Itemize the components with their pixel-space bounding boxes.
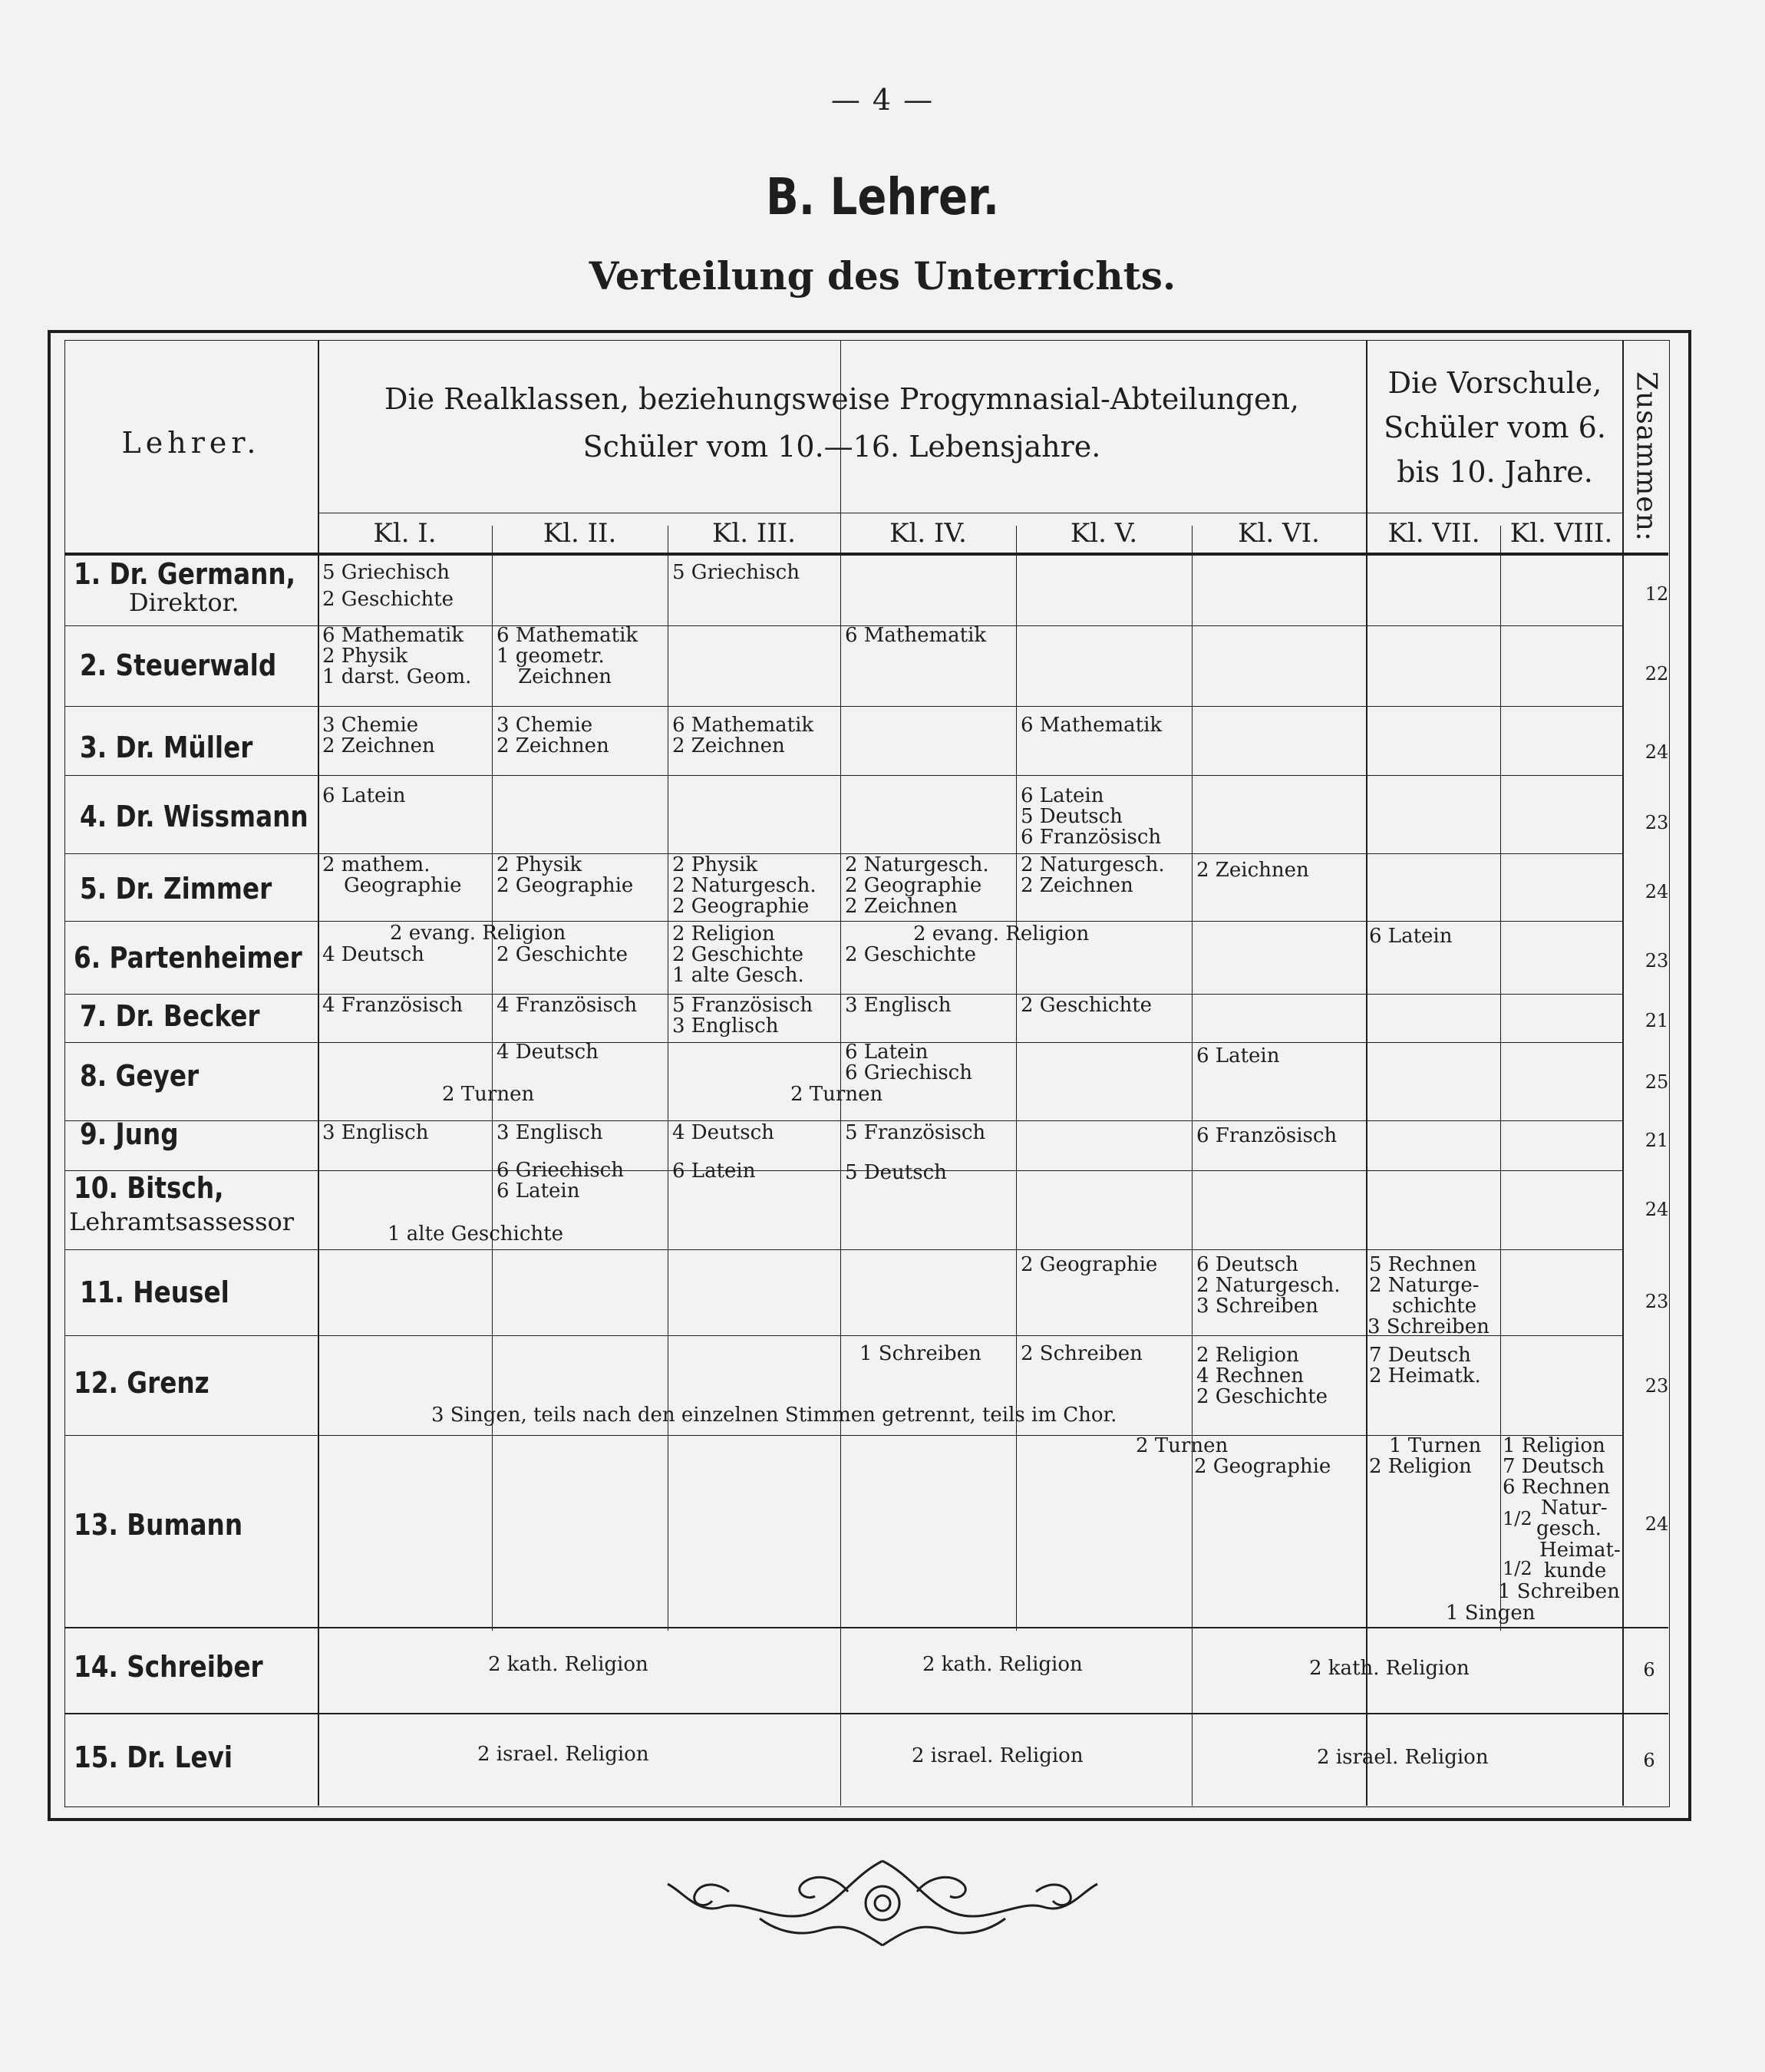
row-total: 25: [1645, 1071, 1669, 1093]
lesson-entry-spanning: 2 Turnen: [1136, 1434, 1229, 1457]
lesson-entry: 6 Mathematik: [845, 624, 987, 647]
teacher-name: 10. Bitsch,: [74, 1171, 224, 1205]
row-total: 21: [1645, 1010, 1669, 1031]
row-total: 22: [1645, 663, 1669, 685]
lesson-entry: 6 Latein: [1369, 925, 1453, 948]
col-divider: [840, 340, 841, 1806]
teacher-name: 7. Dr. Becker: [80, 999, 260, 1033]
row-divider: [64, 1170, 1622, 1171]
lesson-entry: 6 Latein: [845, 1041, 929, 1064]
lesson-entry: 5 Französisch: [672, 994, 813, 1017]
lesson-entry-spanning: 2 kath. Religion: [1309, 1657, 1470, 1680]
lesson-entry: 2 Physik: [322, 645, 408, 668]
lesson-entry: 1 Schreiben: [1498, 1580, 1620, 1603]
row-total: 24: [1645, 741, 1669, 763]
lesson-entry: 2 Geographie: [672, 895, 810, 918]
lesson-entry: 3 Chemie: [322, 714, 419, 737]
lesson-entry: 2 Religion: [1369, 1455, 1472, 1478]
row-total: 21: [1645, 1130, 1669, 1151]
lesson-entry: 1 alte Gesch.: [672, 964, 804, 987]
col-header-kl-7: Kl. VII.: [1387, 518, 1480, 549]
lesson-entry-spanning: 2 evang. Religion: [390, 922, 566, 945]
lesson-entry: 2 Heimatk.: [1369, 1364, 1481, 1387]
teacher-name: 15. Dr. Levi: [74, 1740, 233, 1774]
lesson-entry: 4 Französisch: [322, 994, 464, 1017]
col-divider: [492, 526, 493, 1631]
row-total: 23: [1645, 1375, 1669, 1397]
lesson-entry: 4 Deutsch: [497, 1041, 599, 1064]
teacher-name: 1. Dr. Germann,: [74, 557, 296, 591]
teacher-name: 9. Jung: [80, 1117, 179, 1151]
row-total: 6: [1643, 1750, 1655, 1771]
lesson-entry: 2 Geographie: [497, 874, 634, 897]
lesson-entry-spanning: 2 israel. Religion: [477, 1743, 649, 1766]
teacher-name: 8. Geyer: [80, 1059, 200, 1093]
lesson-entry: 6 Latein: [672, 1160, 756, 1183]
lesson-entry: 1 Turnen: [1389, 1434, 1482, 1457]
lesson-entry: 2 Geschichte: [845, 943, 977, 966]
row-total: 24: [1645, 1199, 1669, 1220]
teacher-name: 5. Dr. Zimmer: [80, 872, 272, 906]
fraction-half: 1/2: [1503, 1558, 1532, 1579]
lesson-entry: 1 Schreiben: [859, 1342, 981, 1365]
col-header-kl-4: Kl. IV.: [889, 518, 967, 549]
lesson-entry: 2 Zeichnen: [322, 734, 435, 757]
row-divider: [64, 853, 1622, 854]
lesson-entry: 3 Englisch: [845, 994, 952, 1017]
lesson-entry: 2 Geschichte: [672, 943, 804, 966]
col-header-kl-3: Kl. III.: [712, 518, 796, 549]
lesson-entry-spanning: 2 kath. Religion: [922, 1653, 1083, 1676]
fraction-half: 1/2: [1503, 1508, 1532, 1529]
col-divider: [318, 340, 319, 1806]
col-divider: [1500, 526, 1501, 1631]
lesson-entry: 6 Mathematik: [497, 624, 638, 647]
lesson-entry: 5 Deutsch: [845, 1161, 947, 1184]
section-title: B. Lehrer.: [765, 167, 1000, 226]
teacher-name: 3. Dr. Müller: [80, 731, 253, 764]
lesson-entry: 6 Deutsch: [1196, 1253, 1298, 1276]
lesson-entry-spanning: 3 Singen, teils nach den einzelnen Stimmen getrennt, teils im Chor.: [431, 1404, 1117, 1427]
lesson-entry: 4 Rechnen: [1196, 1364, 1304, 1387]
lesson-entry: 6 Mathematik: [1021, 714, 1163, 737]
lesson-entry: 4 Französisch: [497, 994, 638, 1017]
lesson-entry: 6 Französisch: [1196, 1124, 1338, 1147]
lesson-entry: 1 darst. Geom.: [322, 665, 472, 688]
lesson-entry: 6 Latein: [497, 1180, 580, 1203]
col-divider: [1622, 340, 1624, 1806]
col-header-kl-5: Kl. V.: [1070, 518, 1138, 549]
lesson-entry: 1 geometr.: [497, 645, 605, 668]
lesson-entry: 6 Mathematik: [322, 624, 464, 647]
teacher-name: 6. Partenheimer: [74, 941, 302, 975]
lesson-entry: 6 Mathematik: [672, 714, 814, 737]
lesson-entry: 2 Geographie: [1194, 1455, 1331, 1478]
col-divider: [1192, 526, 1193, 1806]
lesson-entry: 2 Geschichte: [497, 943, 628, 966]
teacher-name: 11. Heusel: [80, 1275, 229, 1309]
col-header-kl-6: Kl. VI.: [1238, 518, 1320, 549]
lesson-entry: schichte: [1392, 1295, 1477, 1318]
realklassen-header-line1: Die Realklassen, beziehungsweise Progymnasial-Abteilungen,: [384, 382, 1300, 416]
lesson-entry: 3 Chemie: [497, 714, 593, 737]
lesson-entry: 3 Schreiben: [1196, 1295, 1318, 1318]
lesson-entry: 2 Naturgesch.: [672, 874, 817, 897]
teacher-name: 13. Bumann: [74, 1508, 243, 1542]
lesson-entry: 2 Physik: [497, 853, 582, 876]
lesson-entry: 3 Englisch: [672, 1015, 779, 1038]
row-divider: [64, 775, 1622, 776]
page-number: — 4 —: [830, 83, 935, 117]
lesson-entry: 7 Deutsch: [1503, 1455, 1605, 1478]
ornament-vignette: [652, 1846, 1113, 1961]
lesson-entry: 6 Rechnen: [1503, 1476, 1610, 1499]
teacher-name: 2. Steuerwald: [80, 648, 277, 682]
lesson-entry: 4 Deutsch: [672, 1121, 774, 1144]
row-divider: [64, 706, 1622, 707]
lesson-entry: 3 Englisch: [322, 1121, 429, 1144]
row-total: 23: [1645, 950, 1669, 972]
lesson-entry: 2 Geographie: [1021, 1253, 1158, 1276]
lesson-entry: 5 Deutsch: [1021, 805, 1123, 828]
row-total: 12: [1645, 583, 1669, 605]
row-divider: [64, 921, 1622, 922]
col-divider: [1366, 340, 1367, 1806]
lesson-entry: 2 Zeichnen: [1196, 859, 1309, 882]
lesson-entry: 5 Griechisch: [672, 561, 800, 584]
lesson-entry: 2 Physik: [672, 853, 758, 876]
lesson-entry-spanning: 2 israel. Religion: [912, 1744, 1084, 1767]
col-divider: [1016, 526, 1017, 1631]
lesson-entry: 5 Griechisch: [322, 561, 450, 584]
lesson-entry-spanning: 2 Turnen: [442, 1083, 535, 1106]
lesson-entry: 3 Schreiben: [1367, 1315, 1490, 1338]
col-header-kl-8: Kl. VIII.: [1509, 518, 1613, 549]
lesson-entry: Natur-: [1541, 1496, 1608, 1519]
lesson-entry: 7 Deutsch: [1369, 1344, 1471, 1367]
lesson-entry: 2 Zeichnen: [1021, 874, 1133, 897]
lesson-entry: 1 Religion: [1503, 1434, 1605, 1457]
total-header: Zusammen:: [1630, 371, 1662, 543]
lesson-entry: 6 Latein: [1021, 784, 1104, 807]
lesson-entry-spanning: 1 Singen: [1446, 1602, 1536, 1625]
lesson-entry: 6 Französisch: [1021, 826, 1162, 849]
lesson-entry: Heimat-: [1539, 1539, 1621, 1562]
lesson-entry: 2 Naturgesch.: [845, 853, 989, 876]
teacher-title: Direktor.: [129, 588, 239, 617]
row-total: 6: [1643, 1659, 1655, 1681]
lesson-entry: 2 Zeichnen: [845, 895, 958, 918]
lesson-entry: 2 Religion: [672, 922, 775, 945]
lesson-entry: 2 Geschichte: [1196, 1385, 1328, 1408]
lesson-entry: kunde: [1544, 1559, 1607, 1582]
lesson-entry: 6 Latein: [1196, 1044, 1280, 1067]
lesson-entry: Zeichnen: [518, 665, 612, 688]
vorschule-header-line2: Schüler vom 6.: [1384, 411, 1606, 444]
row-divider: [64, 1249, 1622, 1250]
lesson-entry: 2 Naturgesch.: [1196, 1274, 1341, 1297]
row-total: 23: [1645, 1291, 1669, 1312]
teacher-title: Lehramtsassessor: [69, 1207, 295, 1236]
realklassen-header-line2: Schüler vom 10.—16. Lebensjahre.: [582, 430, 1101, 464]
row-divider: [64, 994, 1622, 995]
lesson-entry: 2 Schreiben: [1021, 1342, 1143, 1365]
lesson-entry-spanning: 2 Turnen: [790, 1083, 883, 1106]
teacher-header: Lehrer.: [121, 426, 261, 460]
lesson-entry: 4 Deutsch: [322, 943, 424, 966]
vorschule-header-line3: bis 10. Jahre.: [1397, 455, 1593, 489]
teacher-name: 4. Dr. Wissmann: [80, 800, 308, 833]
lesson-entry-spanning: 2 kath. Religion: [488, 1653, 648, 1676]
lesson-entry-spanning: 2 israel. Religion: [1317, 1746, 1489, 1769]
teacher-name: 12. Grenz: [74, 1366, 209, 1400]
lesson-entry: 2 Zeichnen: [672, 734, 785, 757]
row-total: 23: [1645, 812, 1669, 833]
lesson-entry: gesch.: [1536, 1517, 1602, 1540]
lesson-entry-spanning: 1 alte Geschichte: [388, 1222, 563, 1246]
row-divider: [64, 1713, 1668, 1714]
lesson-entry: 5 Rechnen: [1369, 1253, 1476, 1276]
row-total: 24: [1645, 881, 1669, 902]
row-divider: [64, 1120, 1622, 1121]
lesson-entry: 2 Geographie: [845, 874, 982, 897]
lesson-entry: 6 Griechisch: [497, 1159, 624, 1182]
lesson-entry: 2 Geschichte: [322, 588, 454, 611]
row-divider: [64, 1627, 1668, 1628]
lesson-entry-spanning: 2 evang. Religion: [913, 922, 1090, 945]
lesson-entry: 2 Zeichnen: [497, 734, 609, 757]
lesson-entry: 6 Latein: [322, 784, 406, 807]
lesson-entry: 2 Religion: [1196, 1344, 1299, 1367]
row-divider: [64, 1042, 1622, 1043]
lesson-entry: 2 Naturge-: [1369, 1274, 1480, 1297]
lesson-entry: 2 mathem.: [322, 853, 431, 876]
lesson-entry: Geographie: [344, 874, 462, 897]
row-total: 24: [1645, 1513, 1669, 1535]
teacher-name: 14. Schreiber: [74, 1650, 263, 1684]
lesson-entry: 6 Griechisch: [845, 1061, 972, 1084]
lesson-entry: 5 Französisch: [845, 1121, 986, 1144]
col-header-kl-1: Kl. I.: [373, 518, 437, 549]
lesson-entry: 3 Englisch: [497, 1121, 603, 1144]
lesson-entry: 2 Naturgesch.: [1021, 853, 1165, 876]
section-subtitle: Verteilung des Unterrichts.: [589, 253, 1176, 299]
row-divider: [64, 625, 1622, 626]
lesson-entry: 2 Geschichte: [1021, 994, 1153, 1017]
col-header-kl-2: Kl. II.: [543, 518, 617, 549]
vorschule-header-line1: Die Vorschule,: [1387, 366, 1602, 400]
